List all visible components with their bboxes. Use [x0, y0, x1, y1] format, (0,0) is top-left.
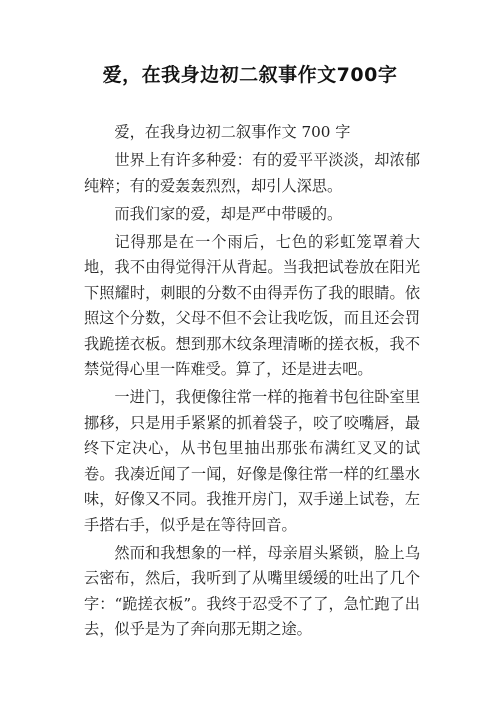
page-title: 爱，在我身边初二叙事作文700字 [102, 64, 398, 86]
article-paragraph: 然而和我想象的一样，母亲眉头紧锁，脸上乌云密布，然后，我听到了从嘴里缓缓的吐出了几个字：“跪搓衣板”。我终于忍受不了了，急忙跑了出去，似乎是为了奔向那无期之途。 [84, 543, 420, 638]
article-body [84, 120, 420, 645]
article-paragraph: 世界上有许多种爱：有的爱平平淡淡，却浓郁纯粹；有的爱轰轰烈烈，却引人深思。 [84, 151, 420, 195]
article-paragraph-subtitle: 爱，在我身边初二叙事作文 700 字 [114, 123, 351, 141]
article-paragraph: 一进门，我便像往常一样的拖着书包往卧室里挪移，只是用手紧紧的抓着袋子，咬了咬嘴唇，最终下定决心，从书包里抽出那张布满红叉叉的试卷。我凑近闻了一闻，好像是像往常一样的红墨水味，好像又不同。我推开房门，双手递上试卷，左手搭右手，似乎是在等待回音。 [84, 388, 420, 534]
article-paragraph: 记得那是在一个雨后，七色的彩虹笼罩着大地，我不由得觉得汗从背起。当我把试卷放在阳光下照耀时，刺眼的分数不由得弄伤了我的眼睛。依照这个分数，父母不但不会让我吃饭，而且还会罚我跪搓衣板。想到那木纹条理清晰的搓衣板，我不禁觉得心里一阵难受。算了，还是进去吧。 [84, 232, 420, 378]
article-paragraph: 而我们家的爱，却是严中带暖的。 [114, 204, 343, 223]
